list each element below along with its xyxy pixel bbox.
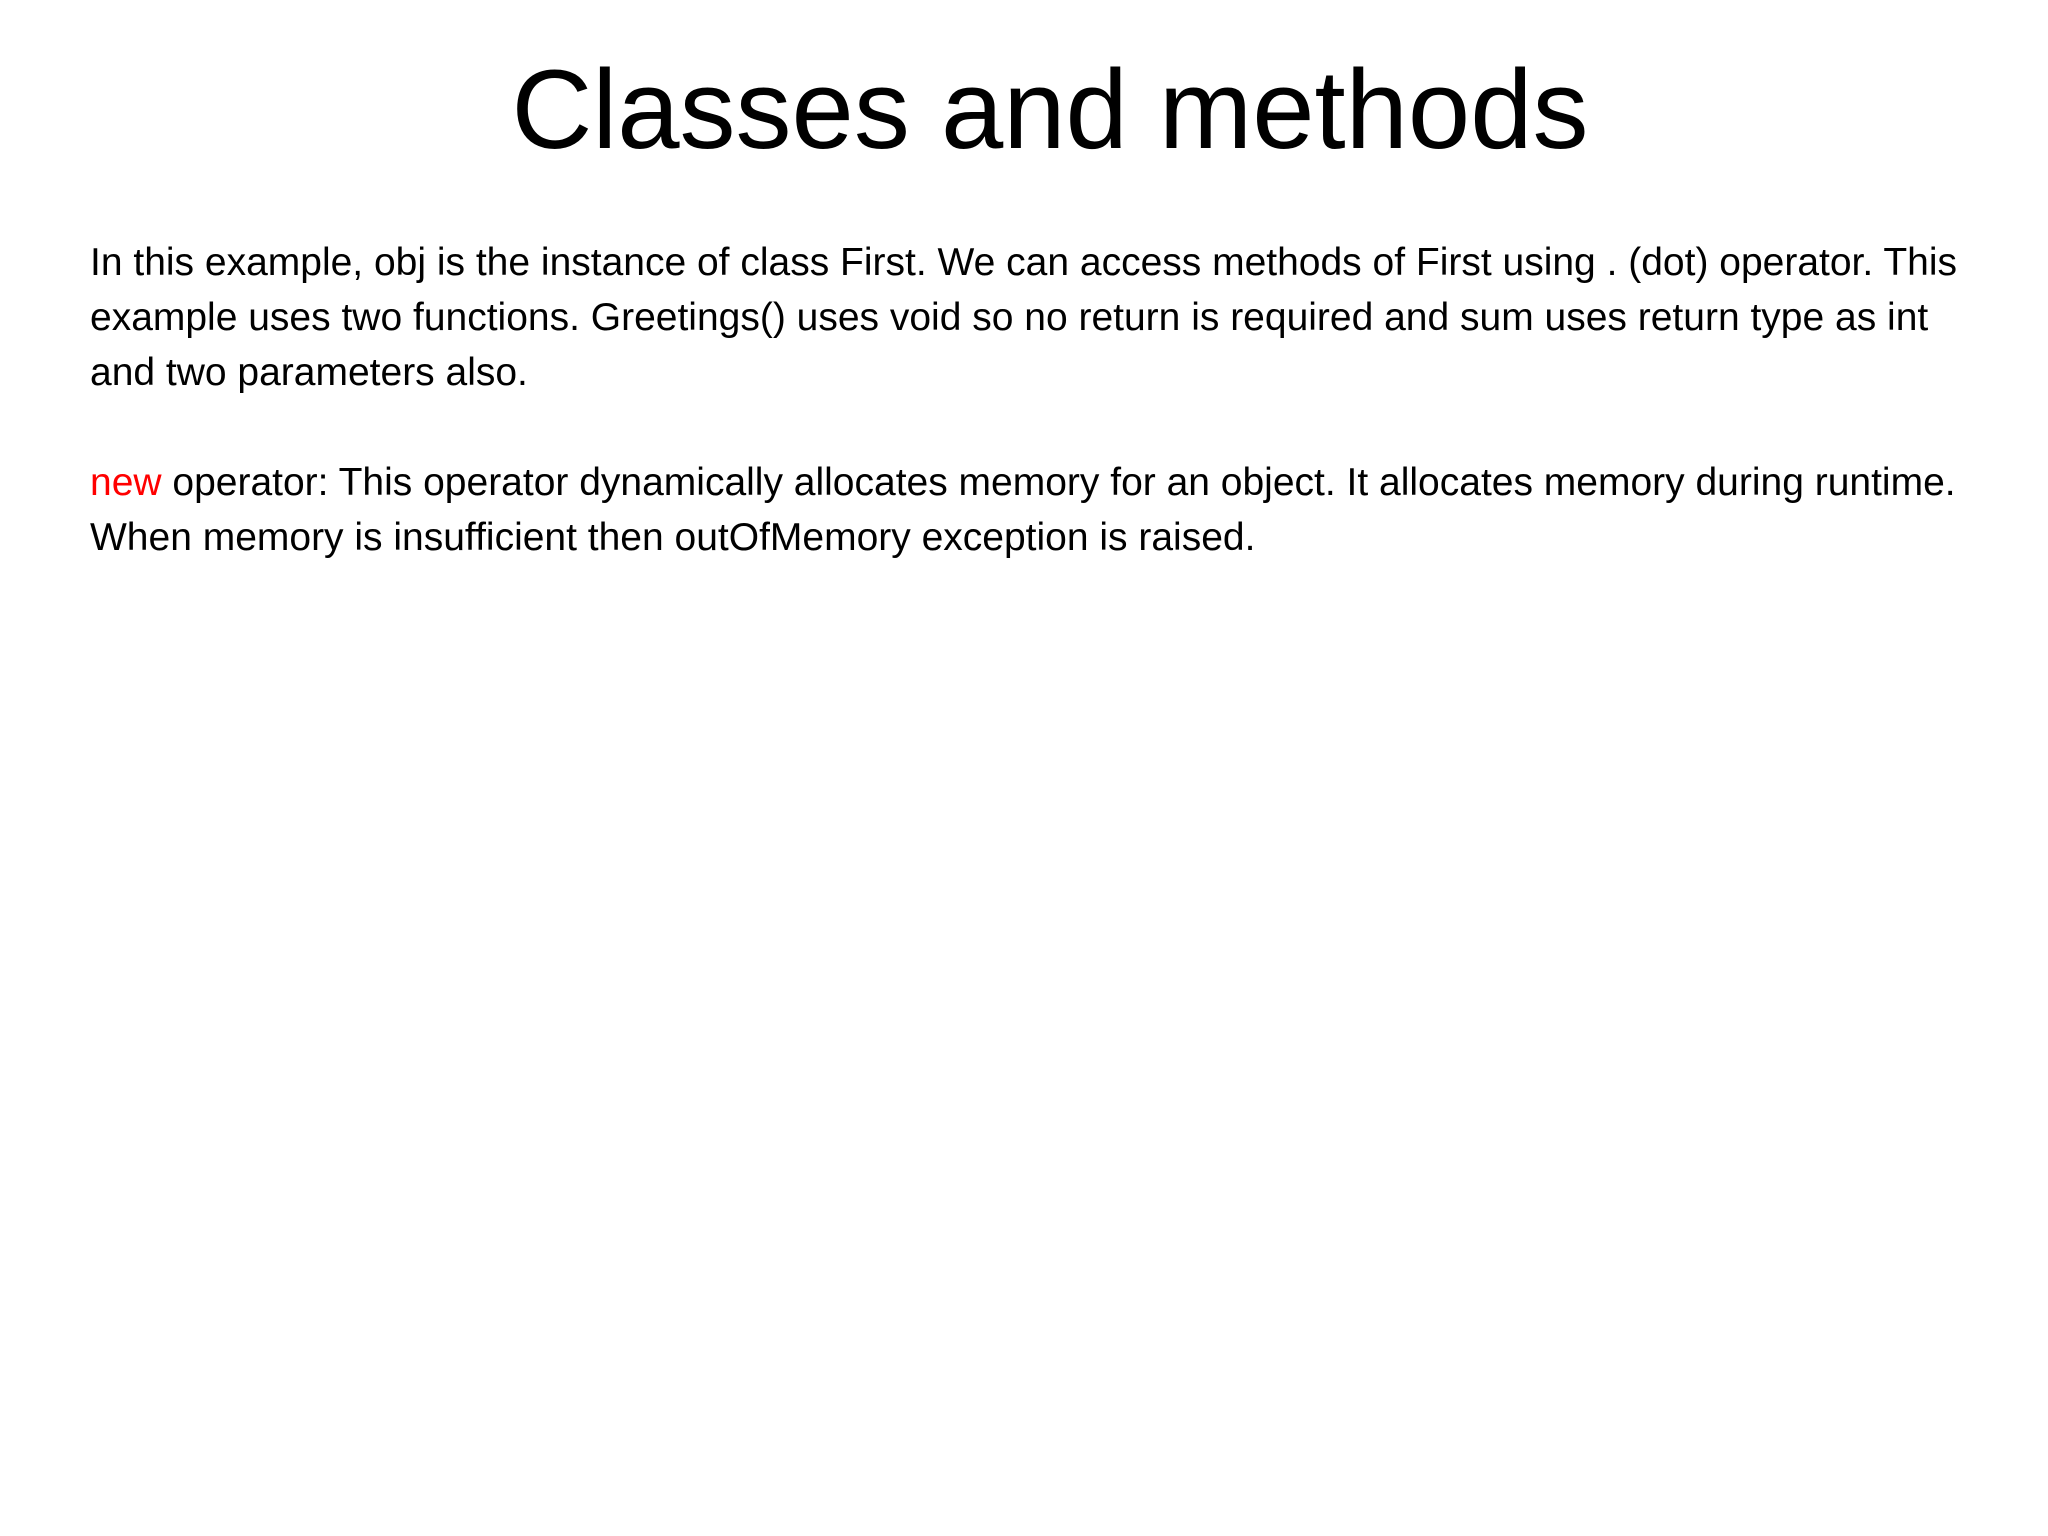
new-keyword: new bbox=[90, 461, 162, 504]
paragraph-classes-methods: In this example, obj is the instance of class First. We can access methods of First using . (dot) operator. This example uses two functions. Greetings() uses void so no return is required and sum uses return type as int and two parameters also. bbox=[90, 241, 1958, 394]
slide-title: Classes and methods bbox=[511, 47, 1589, 172]
paragraph-new-operator bbox=[90, 455, 1990, 565]
slide-body bbox=[90, 235, 1990, 565]
new-operator-description: operator: This operator dynamically allocates memory for an object. It allocates memory during runtime. When memory is insufficient then outOfMemory exception is raised. bbox=[90, 461, 1956, 559]
